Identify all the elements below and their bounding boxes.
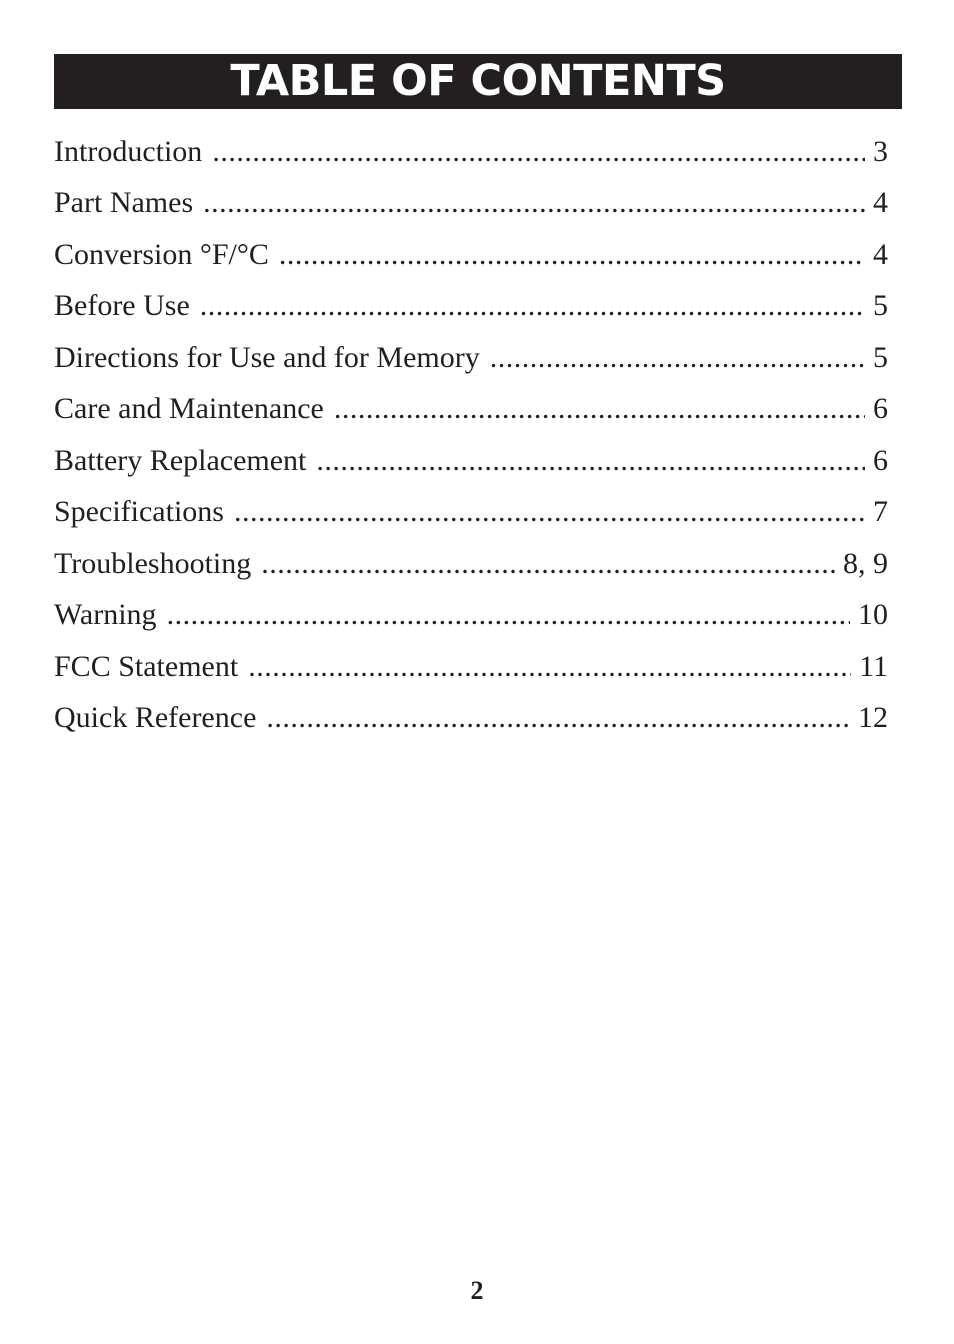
toc-entry-label: Troubleshooting	[54, 546, 252, 580]
toc-entry-page: 10	[858, 598, 888, 632]
toc-entry-fcc-statement[interactable]	[54, 641, 888, 693]
toc-dot-leader	[334, 394, 865, 424]
page-number: 2	[470, 1276, 484, 1305]
toc-entry-page: 4	[873, 237, 888, 271]
toc-entry-label: Before Use	[54, 289, 190, 323]
toc-entry-page: 5	[873, 289, 888, 323]
toc-entry-label: Directions for Use and for Memory	[54, 340, 480, 374]
toc-dot-leader	[203, 188, 865, 218]
toc-entry-part-names[interactable]	[54, 178, 888, 230]
toc-dot-leader	[266, 703, 850, 733]
toc-entry-page: 7	[873, 495, 888, 529]
toc-entry-label: FCC Statement	[54, 649, 239, 683]
toc-dot-leader	[248, 652, 851, 682]
toc-entry-page: 8, 9	[843, 546, 888, 580]
toc-dot-leader	[316, 446, 865, 476]
toc-dot-leader	[490, 343, 865, 373]
toc-dot-leader	[234, 497, 865, 527]
toc-entry-label: Part Names	[54, 186, 194, 220]
toc-entry-label: Quick Reference	[54, 701, 257, 735]
toc-entry-conversion[interactable]	[54, 229, 888, 281]
toc-entry-label: Specifications	[54, 495, 224, 529]
toc-dot-leader	[200, 291, 865, 321]
toc-dot-leader	[261, 549, 835, 579]
toc-entry-troubleshooting[interactable]	[54, 538, 888, 590]
toc-entry-care-maintenance[interactable]	[54, 384, 888, 436]
toc-entry-page: 5	[873, 340, 888, 374]
toc-entry-label: Warning	[54, 598, 157, 632]
toc-entry-specifications[interactable]	[54, 487, 888, 539]
toc-dot-leader	[212, 137, 865, 167]
toc-entry-introduction[interactable]	[54, 126, 888, 178]
title-banner	[54, 54, 902, 109]
toc-entry-label: Battery Replacement	[54, 443, 307, 477]
toc-entry-warning[interactable]	[54, 590, 888, 642]
toc-entry-page: 6	[873, 443, 888, 477]
toc-entry-directions[interactable]	[54, 332, 888, 384]
table-of-contents	[54, 126, 888, 744]
toc-entry-page: 12	[858, 701, 888, 735]
toc-entry-page: 3	[873, 134, 888, 168]
page-title: TABLE OF CONTENTS	[230, 56, 726, 106]
toc-entry-page: 11	[859, 649, 888, 683]
toc-entry-label: Introduction	[54, 134, 203, 168]
toc-entry-page: 6	[873, 392, 888, 426]
toc-entry-battery-replacement[interactable]	[54, 435, 888, 487]
toc-entry-page: 4	[873, 186, 888, 220]
toc-dot-leader	[279, 240, 865, 270]
toc-dot-leader	[167, 600, 850, 630]
toc-entry-label: Conversion °F/°C	[54, 237, 269, 271]
toc-entry-label: Care and Maintenance	[54, 392, 324, 426]
toc-entry-before-use[interactable]	[54, 281, 888, 333]
toc-entry-quick-reference[interactable]	[54, 693, 888, 745]
